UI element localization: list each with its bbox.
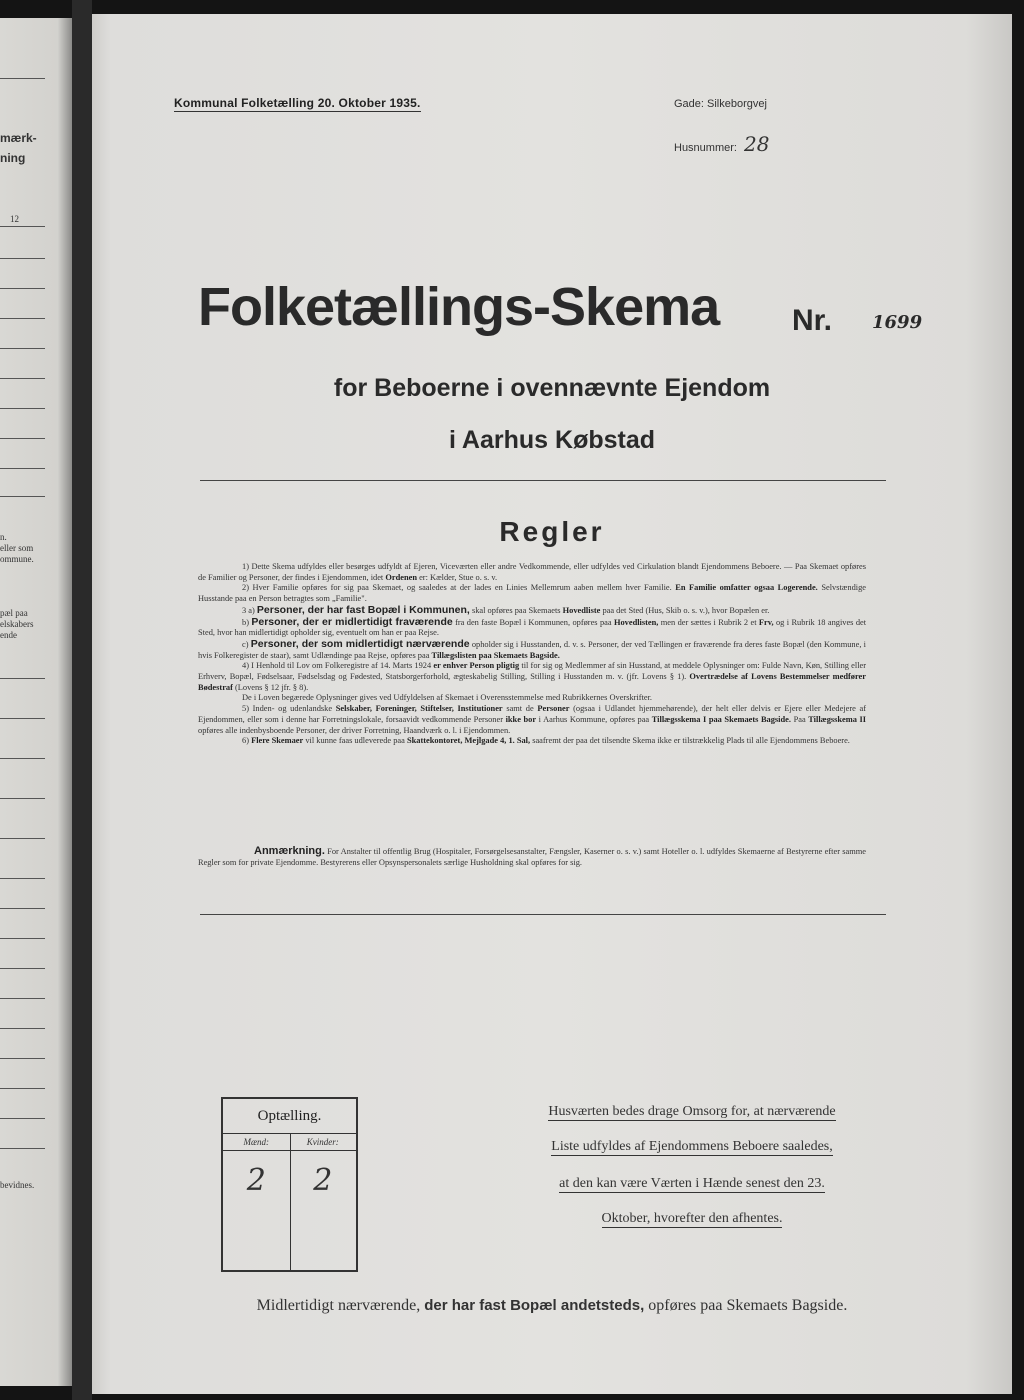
rule-5: 5) Inden- og udenlandske Selskaber, Foreninger, Stiftelser, Institutioner samt de Personer (ogsaa i Udlandet hjemmehørende), der helt eller delvis er Ejere eller Medejere af Ejendommen, eller som i denne har Forretningslokale, forsaavidt vedkommende Personer ikke bor i Aarhus Kommune, opføres paa Tillægsskema I paa Skemaets Bagside. Paa Tillægsskema II opføres alle indenbysboende Personer, der driver Forretning, Haandværk o. l. i Ejendommen. <box>198 704 867 735</box>
rule-3c: c) Personer, der som midlertidigt nærværende opholder sig i Husstanden, d. v. s. Personer, der ved Tællingen er fraværende fra deres faste Bopæl (den Kommune, i hvis Folkeregister de staar), samt Udlændinge paa Rejse, opføres paa Tillægslisten paa Skemaets Bagside. <box>198 637 867 660</box>
landlord-notice-line: Oktober, hvorefter den afhentes. <box>601 1211 783 1226</box>
landlord-notice-line: at den kan være Værten i Hænde senest den 23. <box>559 1176 825 1191</box>
annotation-note <box>198 846 866 869</box>
street-label: Gade: <box>674 98 704 110</box>
rule-1: 1) Dette Skema udfyldes eller besørges udfyldt af Ejeren, Viceværten eller andre Vedkommende, eller udfyldes ved Cirkulation blandt Ejendommens Beboere. — Paa Skemaet opføres de Familier og Personer, der findes i Ejendommen, idet Ordenen er: Kælder, Stue o. s. v. <box>198 562 866 582</box>
house-number-label: Husnummer: <box>674 142 737 154</box>
divider <box>200 480 886 481</box>
previous-page-heading-fragment: mærk- ning <box>0 131 37 165</box>
form-number-value: 1699 <box>872 312 923 333</box>
rules-text <box>198 562 866 747</box>
street-field <box>674 98 767 110</box>
rule-6: 6) Flere Skemaer vil kunne faas udleverede paa Skattekontoret, Mejlgade 4, 1. Sal, saafremt der paa det tilsendte Skema ikke er tilstrækkelig Plads til alle Ejendommens Beboere. <box>242 736 850 746</box>
ruled-line <box>0 78 45 79</box>
census-header: Kommunal Folketælling 20. Oktober 1935. <box>174 96 421 110</box>
footer-instruction: Midlertidigt nærværende, der har fast Bopæl andetsteds, opføres paa Skemaets Bagside. <box>256 1297 848 1314</box>
women-label: Kvinder: <box>290 1134 357 1151</box>
book-gutter <box>72 0 92 1400</box>
rules-heading: Regler <box>499 516 605 547</box>
rule-4: 4) I Henhold til Lov om Folkeregistre af 14. Marts 1924 er enhver Person pligtig til for sig og Medlemmer af sin Husstand, at meddele Oplysninger om: Fulde Navn, Køn, Stilling eller Erhverv, Bopæl, Fødselsaar, Fødselsdag og Fødested, Statsborgerforhold, ægteskabelig Stilling, Stilling i Husstanden m. v. (jfr. Lovens § 1). Overtrædelse af Lovens Bestemmelser medfører Bødestraf (Lovens § 12 jfr. § 8). <box>198 661 867 692</box>
rule-4-continued: De i Loven begærede Oplysninger gives ved Udfyldelsen af Skemaet i Overensstemmelse med Rubrikkernes Overskrifter. <box>242 693 653 703</box>
men-count: 2 <box>246 1163 266 1198</box>
previous-page-edge <box>0 18 72 1386</box>
landlord-notice-line: Husværten bedes drage Omsorg for, at nærværende <box>548 1104 836 1119</box>
count-box <box>221 1097 358 1272</box>
rule-2: 2) Hver Familie opføres for sig paa Skemaet, og saaledes at der lades en Linies Mellemrum aaben mellem hver Familie. En Familie omfatter ogsaa Logerende. Selvstændige Husstande paa en Person betragtes som „Familie". <box>198 583 866 604</box>
men-label: Mænd: <box>223 1134 290 1151</box>
divider <box>200 914 886 915</box>
form-number-label: Nr. <box>792 304 833 337</box>
house-number-field <box>674 132 769 156</box>
women-count: 2 <box>313 1163 333 1198</box>
rule-3b: b) Personer, der er midlertidigt fraværende fra den faste Bopæl i Kommunen, opføres paa Hovedlisten, men der sættes i Rubrik 2 et Frv, og i Rubrik 18 angives det Sted, hvor han midlertidigt opholder sig, eventuelt om han er paa Rejse. <box>198 615 867 638</box>
form-title: Folketællings-Skema <box>198 277 720 337</box>
women-column <box>290 1134 357 1270</box>
previous-page-text-fragment: pæl paa elskabers ende <box>0 608 34 640</box>
annotation-label: Anmærkning. <box>254 845 325 857</box>
census-form-page <box>92 14 1012 1394</box>
previous-page-text-fragment: bevidnes. <box>0 1180 35 1190</box>
annotation-text: For Anstalter til offentlig Brug (Hospitaler, Forsørgelsesanstalter, Fængsler, Kaserner o. s. v.) samt Hoteller o. l. udfyldes Skemaerne af Bestyrerne efter samme Regler som for private Ejendomme. Bestyrerens eller Opsynspersonalets særlige Husholdning skal opføres for sig. <box>198 847 866 867</box>
landlord-notice-line: Liste udfyldes af Ejendommens Beboere saaledes, <box>551 1139 833 1154</box>
form-location: i Aarhus Købstad <box>448 426 656 454</box>
men-column <box>223 1134 291 1270</box>
previous-page-column-number: 12 <box>10 214 19 224</box>
rule-3a: 3 a) Personer, der har fast Bopæl i Kommunen, skal opføres paa Skemaets Hovedliste paa det Sted (Hus, Skib o. s. v.), hvor Bopælen er. <box>242 603 770 616</box>
previous-page-text-fragment: n. eller som ommune. <box>0 532 34 564</box>
street-value: Silkeborgvej <box>707 98 767 110</box>
count-box-title: Optælling. <box>223 1099 356 1134</box>
house-number-value: 28 <box>744 132 770 156</box>
form-subtitle: for Beboerne i ovennævnte Ejendom <box>333 374 771 402</box>
